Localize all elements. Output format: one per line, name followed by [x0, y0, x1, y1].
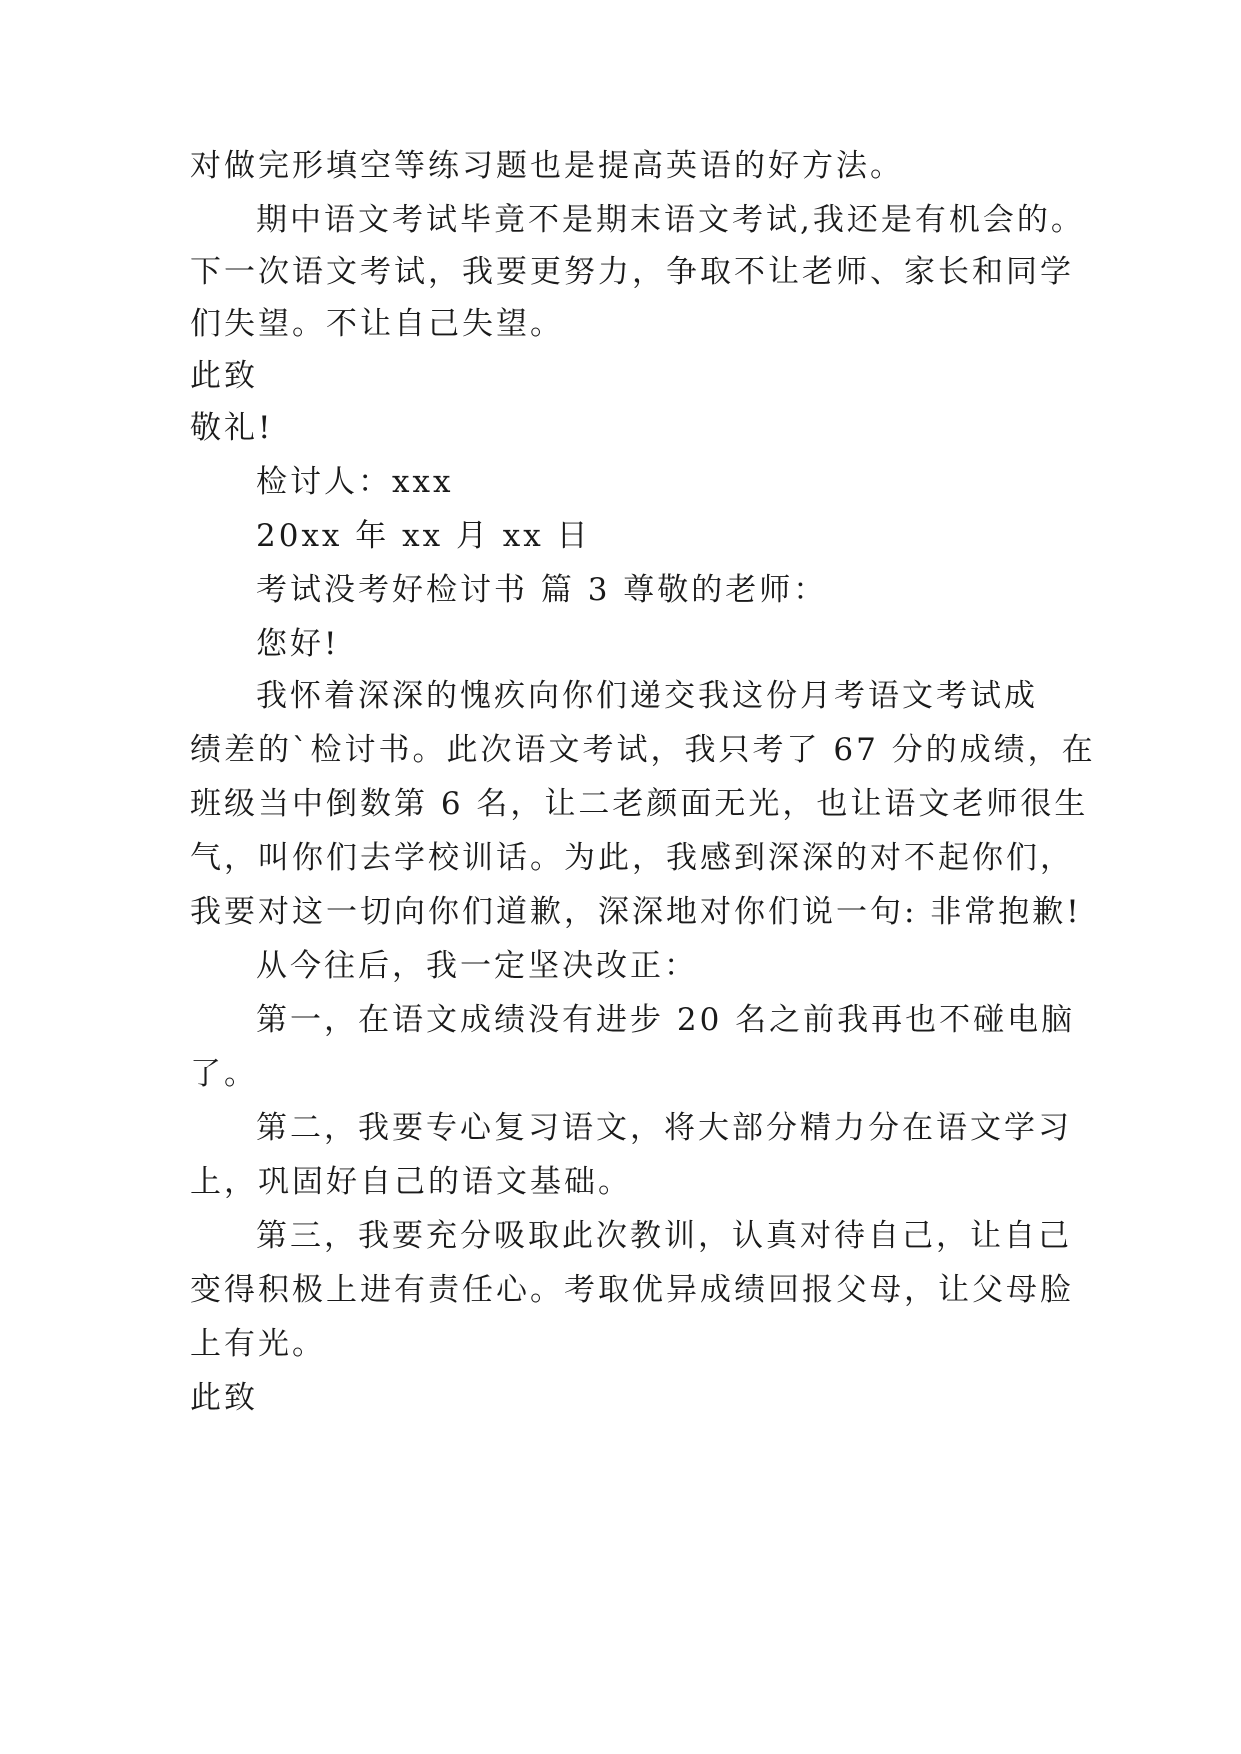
text-line: 我怀着深深的愧疚向你们递交我这份月考语文考试成	[256, 678, 1038, 714]
text-line: 此致	[190, 1380, 258, 1416]
text-line: 您好!	[256, 626, 340, 662]
text-line: 班级当中倒数第 6 名，让二老颜面无光，也让语文老师很生	[190, 786, 1089, 822]
text-line: 第三，我要充分吸取此次教训，认真对待自己，让自己	[256, 1218, 1072, 1254]
text-line: 绩差的`检讨书。此次语文考试，我只考了 67 分的成绩，在	[190, 732, 1096, 768]
text-line: 我要对这一切向你们道歉，深深地对你们说一句: 非常抱歉!	[190, 894, 1082, 930]
text-line: 了。	[190, 1056, 258, 1092]
text-line: 们失望。不让自己失望。	[190, 306, 564, 342]
text-line: 第一，在语文成绩没有进步 20 名之前我再也不碰电脑	[256, 1002, 1076, 1038]
text-line: 检讨人：xxx	[256, 464, 454, 500]
text-line: 考试没考好检讨书 篇 3 尊敬的老师：	[256, 572, 828, 608]
text-line: 期中语文考试毕竟不是期末语文考试,我还是有机会的。	[256, 202, 1085, 238]
text-line: 对做完形填空等练习题也是提高英语的好方法。	[190, 148, 904, 184]
text-line: 敬礼!	[190, 410, 274, 446]
text-line: 上，巩固好自己的语文基础。	[190, 1164, 632, 1200]
text-line: 第二，我要专心复习语文，将大部分精力分在语文学习	[256, 1110, 1072, 1146]
text-line: 变得积极上进有责任心。考取优异成绩回报父母，让父母脸	[190, 1272, 1074, 1308]
text-line: 上有光。	[190, 1326, 326, 1362]
text-line: 气，叫你们去学校训话。为此，我感到深深的对不起你们，	[190, 840, 1074, 876]
text-line: 下一次语文考试，我要更努力，争取不让老师、家长和同学	[190, 254, 1074, 290]
text-line: 从今往后，我一定坚决改正：	[256, 948, 698, 984]
text-line: 此致	[190, 358, 258, 394]
text-line: 20xx 年 xx 月 xx 日	[256, 518, 591, 554]
